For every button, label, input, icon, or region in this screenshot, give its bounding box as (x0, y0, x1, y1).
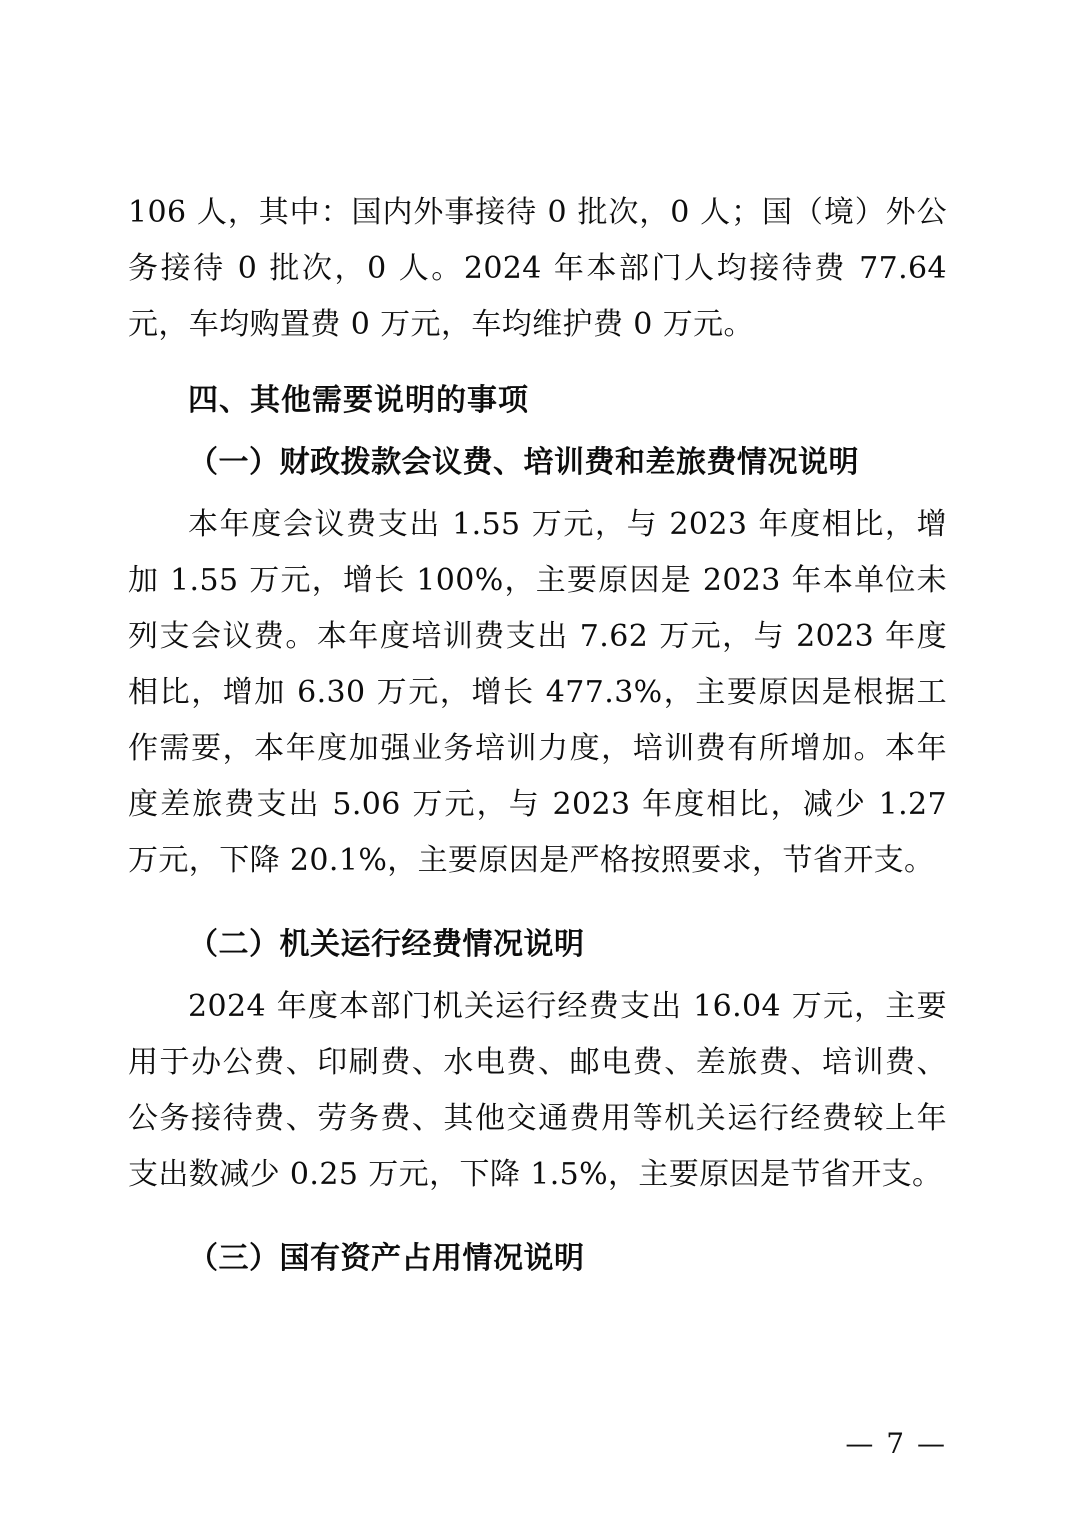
spacer (128, 893, 947, 911)
paragraph-contracted-reception: 106 人，其中：国内外事接待 0 批次，0 人；国（境）外公务接待 0 批次，0 人。2024 年本部门人均接待费 77.64 元，车均购置费 0 万元，车均维护费 0 万元。 (128, 195, 947, 342)
subheading-meeting-training-travel: （一）财政拨款会议费、培训费和差旅费情况说明 (188, 445, 859, 480)
page-number: — 7 — (845, 1427, 947, 1460)
paragraph-meeting-training-travel: 本年度会议费支出 1.55 万元，与 2023 年度相比，增加 1.55 万元，增长 100%，主要原因是 2023 年本单位未列支会议费。本年度培训费支出 7.62 万元，与 2023 年度相比，增加 6.30 万元，增长 477.3%，主要原因是根据工作需要，本年度加强业务培训力度，培训费有所增加。本年度差旅费支出 5.06 万元，与 2023 年度相比，减少 1.27 万元，下降 20.1%，主要原因是严格按照要求，节省开支。 (128, 507, 947, 878)
spacer (128, 1207, 947, 1225)
subheading-operating-expenses: （二）机关运行经费情况说明 (188, 927, 585, 962)
paragraph-operating-expenses: 2024 年度本部门机关运行经费支出 16.04 万元，主要用于办公费、印刷费、水电费、邮电费、差旅费、培训费、公务接待费、劳务费、其他交通费用等机关运行经费较上年支出数减少 0.25 万元，下降 1.5%，主要原因是节省开支。 (128, 989, 947, 1192)
subheading-state-assets: （三）国有资产占用情况说明 (188, 1241, 585, 1276)
section-heading-other-matters: 四、其他需要说明的事项 (188, 383, 529, 418)
spacer (128, 357, 947, 367)
